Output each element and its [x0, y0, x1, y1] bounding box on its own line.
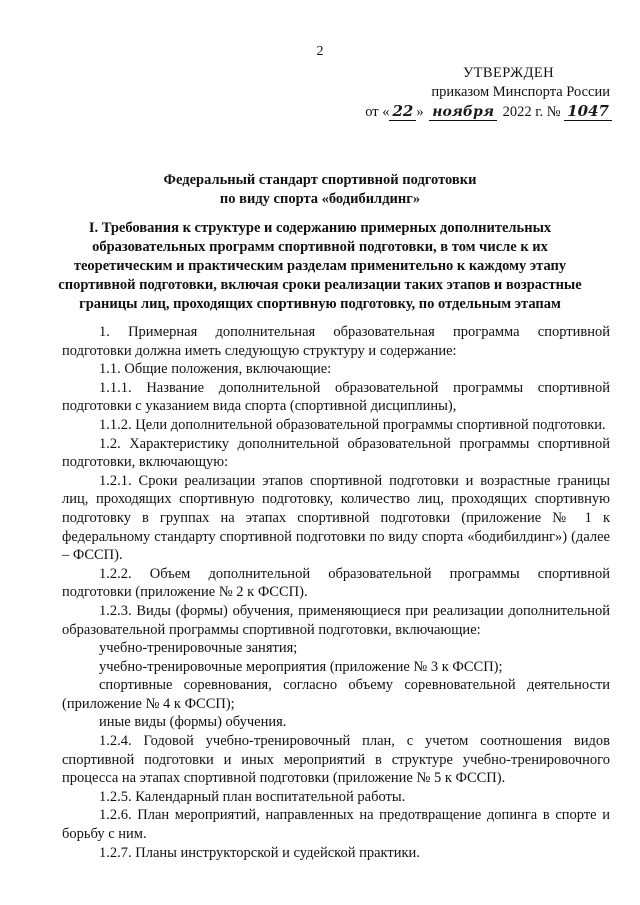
paragraph: спортивные соревнования, согласно объему соревновательной деятельности (приложение № 4 к ФССП);: [62, 677, 610, 712]
section-title: [40, 219, 600, 314]
paragraph: 1.2.5. Календарный план воспитательной работы.: [99, 788, 406, 805]
section-title-line: границы лиц, проходящих спортивную подготовку, по отдельным этапам: [79, 296, 561, 312]
handwritten-day: 22: [389, 102, 416, 121]
paragraph: 1.1. Общие положения, включающие:: [99, 361, 332, 378]
section-title-line: теоретическим и практическим разделам применительно к каждому этапу: [73, 258, 567, 274]
approval-stamp: [352, 64, 612, 122]
document-title-line: Федеральный стандарт спортивной подготовки: [163, 172, 477, 188]
paragraph: 1.2. Характеристику дополнительной образовательной программы спортивной подготовки, включающую:: [62, 435, 610, 471]
section-title-line: спортивной подготовки, включая сроки реализации таких этапов и возрастные: [58, 277, 582, 293]
paragraph: 1.1.2. Цели дополнительной образовательной программы спортивной подготовки.: [99, 416, 606, 433]
paragraph: учебно-тренировочные мероприятия (приложение № 3 к ФССП);: [99, 658, 503, 675]
handwritten-month: ноября: [429, 104, 497, 121]
section-title-line: образовательных программ спортивной подготовки, в том числе к их: [92, 239, 548, 255]
date-year: 2022 г. №: [502, 104, 561, 120]
body-text: [62, 323, 610, 862]
section-title-line: I. Требования к структуре и содержанию примерных дополнительных: [88, 220, 552, 236]
paragraph: 1.2.3. Виды (формы) обучения, применяющиеся при реализации дополнительной образовательной программы спортивной подготовки, включающие:: [62, 602, 610, 638]
approval-order-line: приказом Минспорта России: [431, 84, 610, 100]
paragraph: 1.2.2. Объем дополнительной образовательной программы спортивной подготовки (приложение № 2 к ФССП).: [62, 565, 610, 601]
paragraph: иные виды (формы) обучения.: [99, 714, 287, 731]
paragraph: учебно-тренировочные занятия;: [99, 640, 298, 657]
paragraph: 1.2.7. Планы инструкторской и судейской практики.: [99, 844, 420, 861]
approval-title: УТВЕРЖДЕН: [462, 65, 554, 81]
approval-date-line: [352, 102, 612, 122]
paragraph: 1.2.1. Сроки реализации этапов спортивной подготовки и возрастные границы лиц, проходящих спортивную подготовку, количество лиц, проходящих спортивную подготовку в группах на этапах спортивной подготовки (приложение № 1 к федеральному стандарту спортивной подготовки по виду спорта «бодибилдинг») (далее – ФССП).: [62, 472, 610, 564]
date-close: »: [416, 104, 424, 120]
handwritten-order-number: 1047: [564, 102, 612, 121]
paragraph: 1.1.1. Название дополнительной образовательной программы спортивной подготовки с указанием вида спорта (спортивной дисциплины),: [62, 379, 610, 415]
document-title-line: по виду спорта «бодибилдинг»: [219, 191, 421, 207]
paragraph: 1. Примерная дополнительная образовательная программа спортивной подготовки должна иметь следующую структуру и содержание:: [62, 324, 610, 359]
date-prefix: от «: [365, 104, 390, 120]
document-title: [40, 171, 600, 209]
page-number: 2: [316, 44, 324, 59]
paragraph: 1.2.6. План мероприятий, направленных на предотвращение допинга в спорте и борьбу с ним.: [62, 807, 610, 843]
paragraph: 1.2.4. Годовой учебно-тренировочный план, с учетом соотношения видов спортивной подготовки и иных мероприятий в структуре учебно-тренировочного процесса на этапах спортивной подготовки (приложение № 5 к ФССП).: [62, 733, 610, 787]
